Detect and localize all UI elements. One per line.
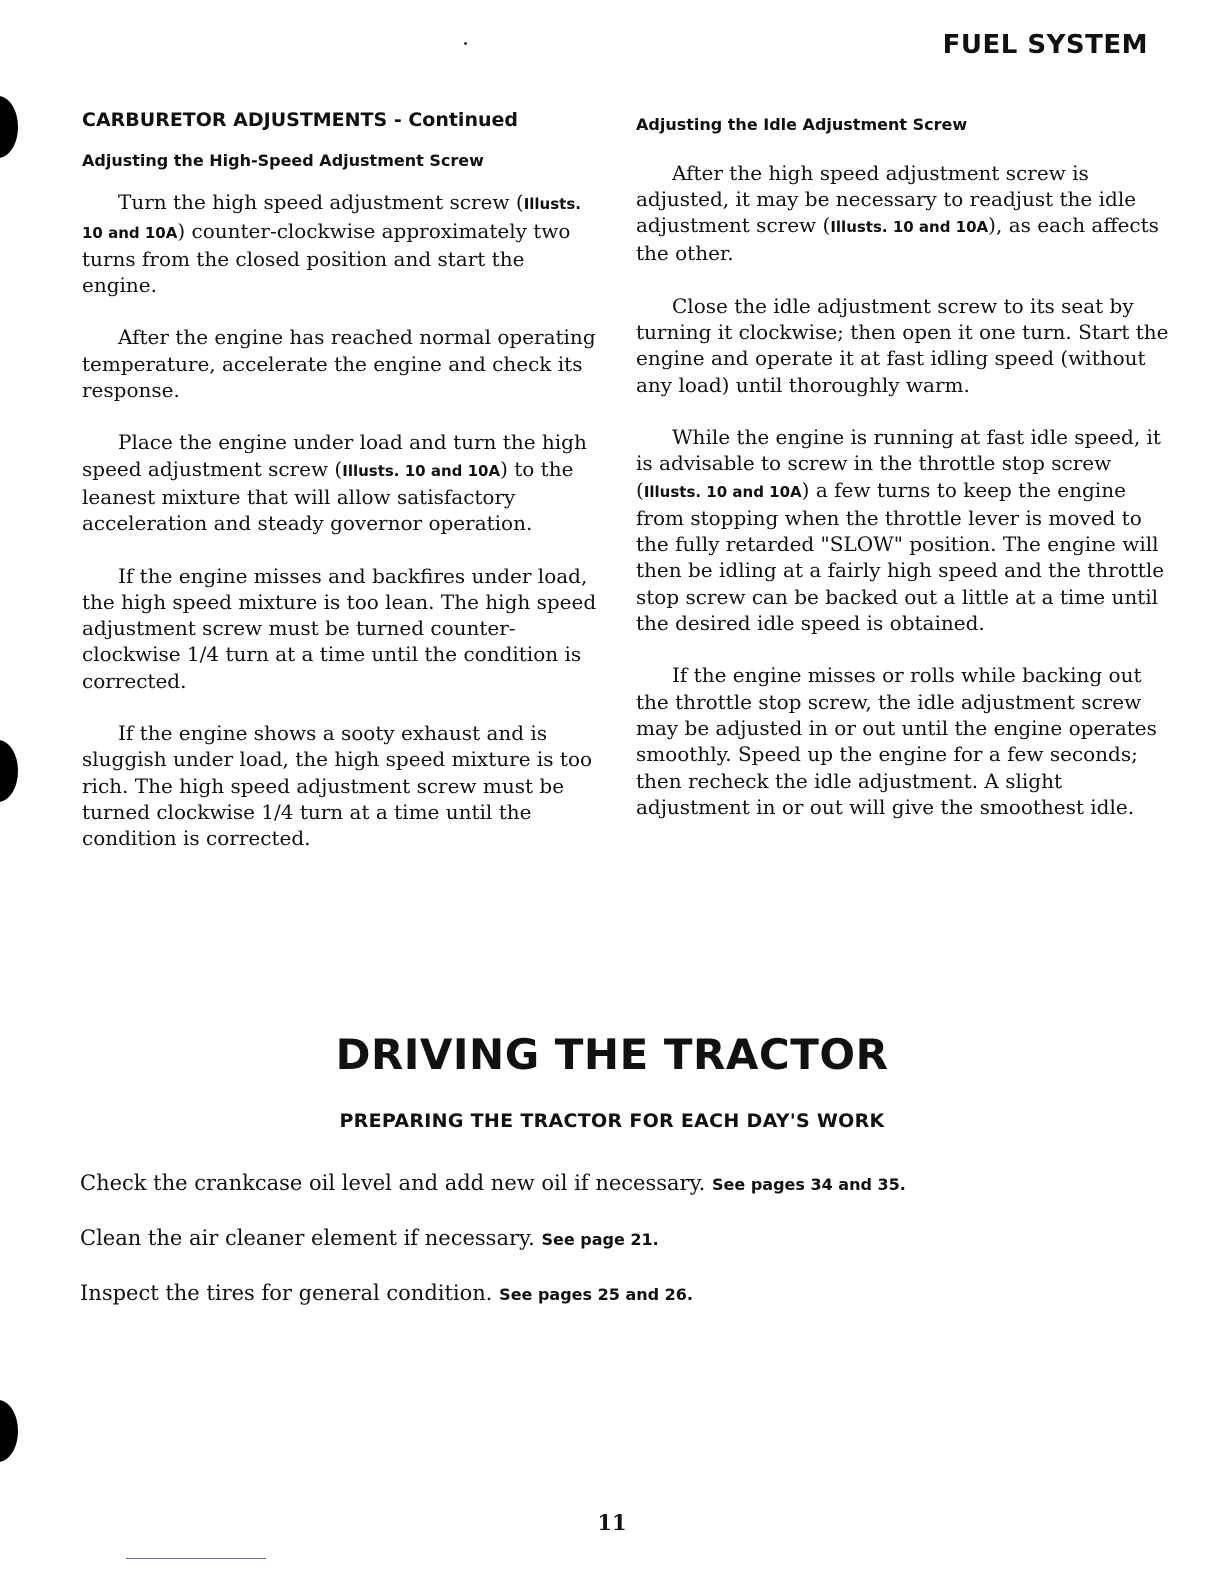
list-item xyxy=(80,1168,1160,1200)
paragraph: If the engine shows a sooty exhaust and is sluggish under load, the high speed mixture is too rich. The high speed adjustment screw must be turned clockwise 1/4 turn at a time until the condition is corrected. xyxy=(82,720,593,851)
daily-checklist xyxy=(80,1168,1160,1333)
idle-subheading: Adjusting the Idle Adjustment Screw xyxy=(636,115,968,134)
paragraph-text: ) counter-clockwise approximately two turns from the closed position and start the engine. xyxy=(82,218,571,298)
binding-hole-top xyxy=(0,96,18,158)
paragraph: After the engine has reached normal operating temperature, accelerate the engine and check its response. xyxy=(82,325,596,403)
page-reference: See pages 25 and 26. xyxy=(499,1285,694,1304)
list-item-text: Clean the air cleaner element if necessary. xyxy=(80,1226,535,1250)
right-column xyxy=(636,108,1171,846)
page-number: 11 xyxy=(597,1510,627,1535)
driving-title: DRIVING THE TRACTOR xyxy=(335,1030,889,1079)
paragraph-text: While the engine is running at fast idle speed, it is advisable to screw in the throttle stop screw ( xyxy=(636,424,1161,502)
high-speed-subheading: Adjusting the High-Speed Adjustment Screw xyxy=(82,150,484,170)
footer-rule xyxy=(126,1558,266,1559)
illustration-reference: Illusts. 10 and 10A xyxy=(830,218,989,237)
page-reference: See pages 34 and 35. xyxy=(712,1175,906,1194)
paragraph xyxy=(82,429,602,536)
paragraph xyxy=(636,160,1171,267)
paragraph: Close the idle adjustment screw to its seat by turning it clockwise; then open it one turn. Start the engine and operate it at fast idling speed (without any load) until thoroughly warm. xyxy=(636,293,1169,397)
paragraph: If the engine misses or rolls while backing out the throttle stop screw, the idle adjustment screw may be adjusted in or out until the engine operates smoothly. Speed up the engine for a few seconds; then recheck the idle adjustment. A slight adjustment in or out will give the smoothest idle. xyxy=(636,663,1157,819)
paragraph-text: Place the engine under load and turn the high speed adjustment screw ( xyxy=(82,430,587,481)
paragraph: If the engine misses and backfires under load, the high speed mixture is too lean. The high speed adjustment screw must be turned counter-clockwise 1/4 turn at a time until the condition is corrected. xyxy=(82,563,597,693)
page-reference: See page 21. xyxy=(541,1230,659,1249)
paragraph xyxy=(636,424,1171,636)
illustration-reference: Illusts. 10 and 10A xyxy=(82,195,581,242)
paragraph-text: After the high speed adjustment screw is adjusted, it may be necessary to readjust the idle adjustment screw ( xyxy=(636,160,1137,238)
list-item-text: Inspect the tires for general condition. xyxy=(80,1281,493,1305)
preparing-subtitle: PREPARING THE TRACTOR FOR EACH DAY'S WORK xyxy=(339,1110,885,1132)
scan-speck xyxy=(464,42,467,45)
section-header: FUEL SYSTEM xyxy=(942,30,1148,60)
list-item xyxy=(80,1223,1160,1255)
paragraph-text: ) a few turns to keep the engine from stopping when the throttle lever is moved to the fully retarded "SLOW" position. The engine will then be idling at a fairly high speed and the throttle stop screw can be backed out a little at a time until the desired idle speed is obtained. xyxy=(636,477,1165,636)
paragraph-text: ) to the leanest mixture that will allow satisfactory acceleration and steady governor operation. xyxy=(82,456,574,536)
paragraph-text: ), as each affects the other. xyxy=(636,213,1159,266)
left-column xyxy=(82,108,602,877)
list-item-text: Check the crankcase oil level and add new oil if necessary. xyxy=(80,1171,706,1195)
paragraph-text: Turn the high speed adjustment screw ( xyxy=(118,190,524,215)
illustration-reference: Illusts. 10 and 10A xyxy=(342,461,501,480)
illustration-reference: Illusts. 10 and 10A xyxy=(643,482,802,501)
list-item xyxy=(80,1278,1160,1310)
paragraph xyxy=(82,189,602,298)
binding-hole-bottom xyxy=(0,1400,18,1462)
carburetor-heading: CARBURETOR ADJUSTMENTS - Continued xyxy=(82,109,518,131)
binding-hole-middle xyxy=(0,740,18,802)
